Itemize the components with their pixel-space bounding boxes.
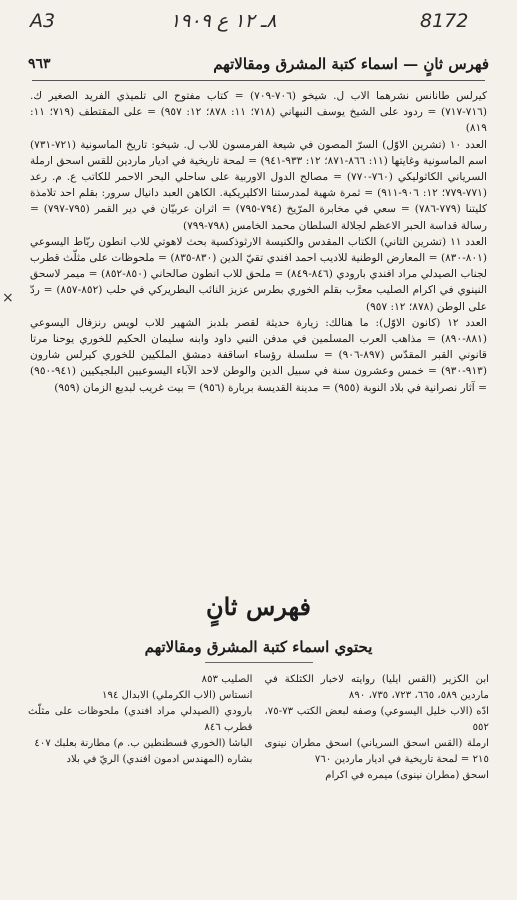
index-column-right [265, 672, 490, 894]
index-entry: بشاره (المهندس ادمون افندي) الريّ في بلاد [66, 754, 253, 765]
index-entry: ابن الكزير (القس ايليا) روايته لاخبار الكثلكة في ماردين ٥٨٩، ٦٦٥، ٧٢٣، ٧٣٥، ٨٩٠ [264, 674, 489, 701]
index-entry: اسحق (مطران نينوى) ميمره في اكرام [325, 770, 489, 781]
issue-contents [30, 88, 487, 396]
header-rule [32, 80, 485, 81]
issue-entry-10: العدد ١٠ (تشرين الاوّل) السرّ المصون في شيعة الفرمسون للاب ل. شيخو: تاريخ الماسونية (٧٢١-٧٣١) اسم الماسونية وغايتها (١١: ٨٦٦-٨٧١؛ ١٢: ٩٣٣-٩٤١) = لمحة تاريخية في اديار ماردين للقس اسحق ارملة السرياني الكاثوليكي (٧٦٠-٧٧٠) = مصالح الدول الاوربية على ساحلي البحر الاحمر للكاتب ع. م. رعد (٧٧١-٧٧٩؛ ١٢: ٩٠٦-٩١١) = ثمرة شهية لمدرستنا الاكليريكية. الكاهن العبد دانيال سرور: بقلم احد تلامذة كليتنا (٧٧٩-٧٨٦) = سعي في مخابرة المرّيخ (٧٩٤-٧٩٥) = اثران عربيّان في دير القمر (٧٩٥-٧٩٧) = رسالة قداسة الحبر الاعظم لجلالة السلطان محمد الخامس (٧٩٨-٧٩٩) [30, 138, 487, 232]
handwritten-note-right: 8172 [420, 10, 469, 32]
issue-entry-12: العدد ١٢ (كانون الاوّل): ما هنالك: زيارة حديثة لقصر بلدبز الشهير للاب لويس رنزفال اليسوعي (٨٨١-٨٩٠) = مذاهب العرب المسلمين في مدفن النبي داود وابنه سليمان الحكيم للخوري يوحنا مرتا قانوني القبر المقدّس (٨٩٧-٩٠٦) = سلسلة رؤساء اساقفة دمشق الملكيين للخوري كيرلس شارون (٩١٣-٩٣٠) = خمس وعشرون سنة في سبيل الدين والوطن لاحد الآباء اليسوعيين البلجيكيين (٩٤١-٩٥٠) = آثار نصرانية في بلاد النوبة (٩٥٥) = مدينة القديسة بربارة (٩٥٦) = بيت غريب لبديع الزمان (٩٥٩) [30, 316, 487, 394]
running-header [28, 52, 489, 76]
section-title: فهرس ثانٍ [205, 592, 312, 621]
index-entry: الصليب ٨٥٣ [201, 674, 253, 685]
index-entry: الباشا (الخوري قسطنطين ب. م) مطارنة بعلبك ٤٠٧ [34, 738, 253, 749]
running-title: فهرس ثانٍ — اسماء كتبة المشرق ومقالاتهم [213, 55, 489, 73]
author-index [28, 672, 489, 894]
index-entry: ادّه (الاب خليل اليسوعي) وصفه لبعض الكتب ٧٣-٧٥، ٥٥٢ [264, 706, 489, 733]
handwritten-note-left: A3 [30, 10, 56, 32]
page-number: ٩٦٣ [28, 56, 51, 72]
subtitle-rule [205, 662, 313, 663]
index-entry: ارملة (القس اسحق السرياني) اسحق مطران نينوى ٢١٥ = لمحة تاريخية في اديار ماردين ٧٦٠ [264, 738, 489, 765]
margin-mark: × [2, 290, 14, 306]
section-subtitle: يحتوي اسماء كتبة المشرق ومقالاتهم [144, 638, 373, 656]
issue-entry-11: العدد ١١ (تشرين الثاني) الكتاب المقدس والكنيسة الارثوذكسية بحث لاهوتي للاب انطون ربّاط اليسوعي (٨٠١-٨٣٠) = المعارض الوطنية للاديب احمد افندي تقيّ الدين (٨٣٠-٨٣٥) = ملحوظات على مثلّث قطرب لجناب الصيدلي مراد افندي بارودي (٨٤٦-٨٤٩) = ملحق للاب انطون صالحاني (٨٥٠-٨٥٢) = ميمر لاسحق النينوي في اكرام الصليب معرَّب بقلم الخوري بطرس عزيز النائب البطريركي في حلب (٨٥٢-٨٥٧) = ردّ على الوطن (٨٧٨؛ ١٢: ٩٥٧) [30, 235, 488, 313]
handwritten-note-center: ٨ـ ١٢ ع ١٩٠٩ [170, 10, 277, 32]
index-column-left [28, 672, 253, 894]
index-entry: بارودي (الصيدلي مراد افندي) ملحوظات على مثلّث قطرب ٨٤٦ [28, 706, 253, 733]
issue-entry-continuation: كيرلس طانانس نشرهما الاب ل. شيخو (٧٠٦-٧٠٩) = كتاب مفتوح الى تلميذي الفريد الصغير ك. (٧١٦-٧١٧) = ردود على الشيخ يوسف النبهاني (٧١٨؛ ١١: ٨٧٨؛ ١٢: ٩٥٧) = على المقتطف (٧١٩؛ ١١: ٨١٩) [30, 90, 487, 135]
index-entry: انستاس (الاب الكرملي) الابدال ١٩٤ [102, 690, 253, 701]
